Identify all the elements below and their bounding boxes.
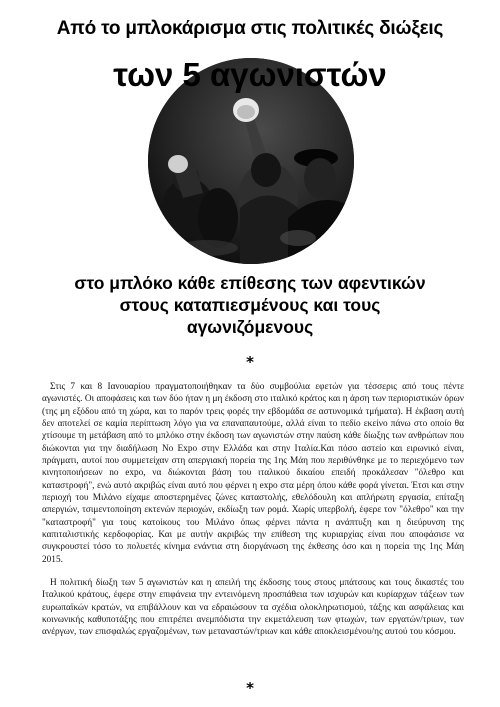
separator-asterisk-bottom: *: [246, 679, 254, 697]
headline-line-2: των 5 αγωνιστών: [113, 56, 387, 93]
subtitle-line-2: στους καταπιεσμένους και τους: [119, 295, 381, 315]
subtitle-line-3: αγωνιζόμενους: [186, 317, 314, 337]
separator-asterisk: *: [246, 353, 254, 371]
body-paragraph-2: Η πολιτική δίωξη των 5 αγωνιστών και η απειλή της έκδοσης τους στους μπάτσους και τους δικαστές του Ιταλικού κράτους, έφερε στην επιφάνεια την εντεινόμενη προσπάθεια των ισχυρών και κυρίαρχων τάξεων των ευρωπαϊκών κρατών, να επιβάλλουν και να εδραιώσουν τα σχέδια ολοκληρωτισμού, τάξης και ασφάλειας και κοινωνικής καθυποτάξης που επιτρέπει ανεμπόδιστα την εκμετάλευση των φτωχών, των εργατών/τριων, των ανέργων, των επισφαλώς εργαζομένων, των μεταναστών/τριων και κάθε αποκλεισμένου/ης αυτού του κόσμου.: [42, 578, 464, 638]
subtitle-line-1: στο μπλόκο κάθε επίθεσης των αφεντικών: [74, 273, 426, 293]
body-paragraph-1: Στις 7 και 8 Ιανουαρίου πραγματοποιήθηκαν τα δύο συμβούλια εφετών για τέσσερις από τους πέντε αγωνιστές. Οι αποφάσεις και των δύο ήταν η μη έκδοση στο ιταλικό κράτος και η άρση των περιοριστικών όρων (της μη εξόδου από τη χώρα, και το παρόν τρεις φορές την εβδομάδα σε αστυνομικά τμήματα). Η έκβαση αυτή δεν αποτελεί σε καμία περίπτωση λόγο για να επαναπαυτούμε, αλλά είναι το πεδίο εκείνο πάνω στο οποίο θα χτίσουμε τη μετάβαση από το μπλόκο στην έκδοση των αγωνιστών στην παύση κάθε δίωξης των ανθρώπων που διώκονται για την διαδήλωση Νο Expo στην Ελλάδα και στην Ιταλία.Και πόσο αστείο και ειρωνικό είναι, πράγματι, αυτοί που συμμετείχαν στη απεργιακή πορεία της 1ης Μάη που περιθύνθηκε με το περιεχόμενο των κινητοποιήσεων no expo, να διώκονται βάση του ιταλικού δικαίου επειδή προκάλεσαν "όλεθρο και καταστροφή", ενώ αυτό ακριβώς είναι αυτό που φέρνει η expo στα μέρη όπου κάθε φορά γίνεται. Έτσι και στην περιοχή του Μιλάνο είχαμε αποστερημένες ζώνες καταστολής, εθελόδουλη και απλήρωτη εργασία, επίταξη απεργιών, τσιμεντοποίηση εκτενών περιοχών, εκδίωξη των ρομά. Χωρίς υπερβολή, έφερε τον "όλεθρο" και την "καταστροφή" για τους κατοίκους του Μιλάνο όπως φέρνει πάντα η ανάπτυξη και η διεύρυνση της καπιταλιστικής κερδοφορίας. Και με αυτήν ακριβώς την επίθεση της κυριαρχίας είναι που αποφάσισε να συγκρουστεί τόσο το πολυετές κίνημα ενάντια στη διοργάνωση της έκθεσης όσο και η πορεία της 1ης Μάη 2015.: [42, 382, 464, 565]
headline-line-1: Από το μπλοκάρισμα στις πολιτικές διώξεις: [56, 18, 444, 39]
